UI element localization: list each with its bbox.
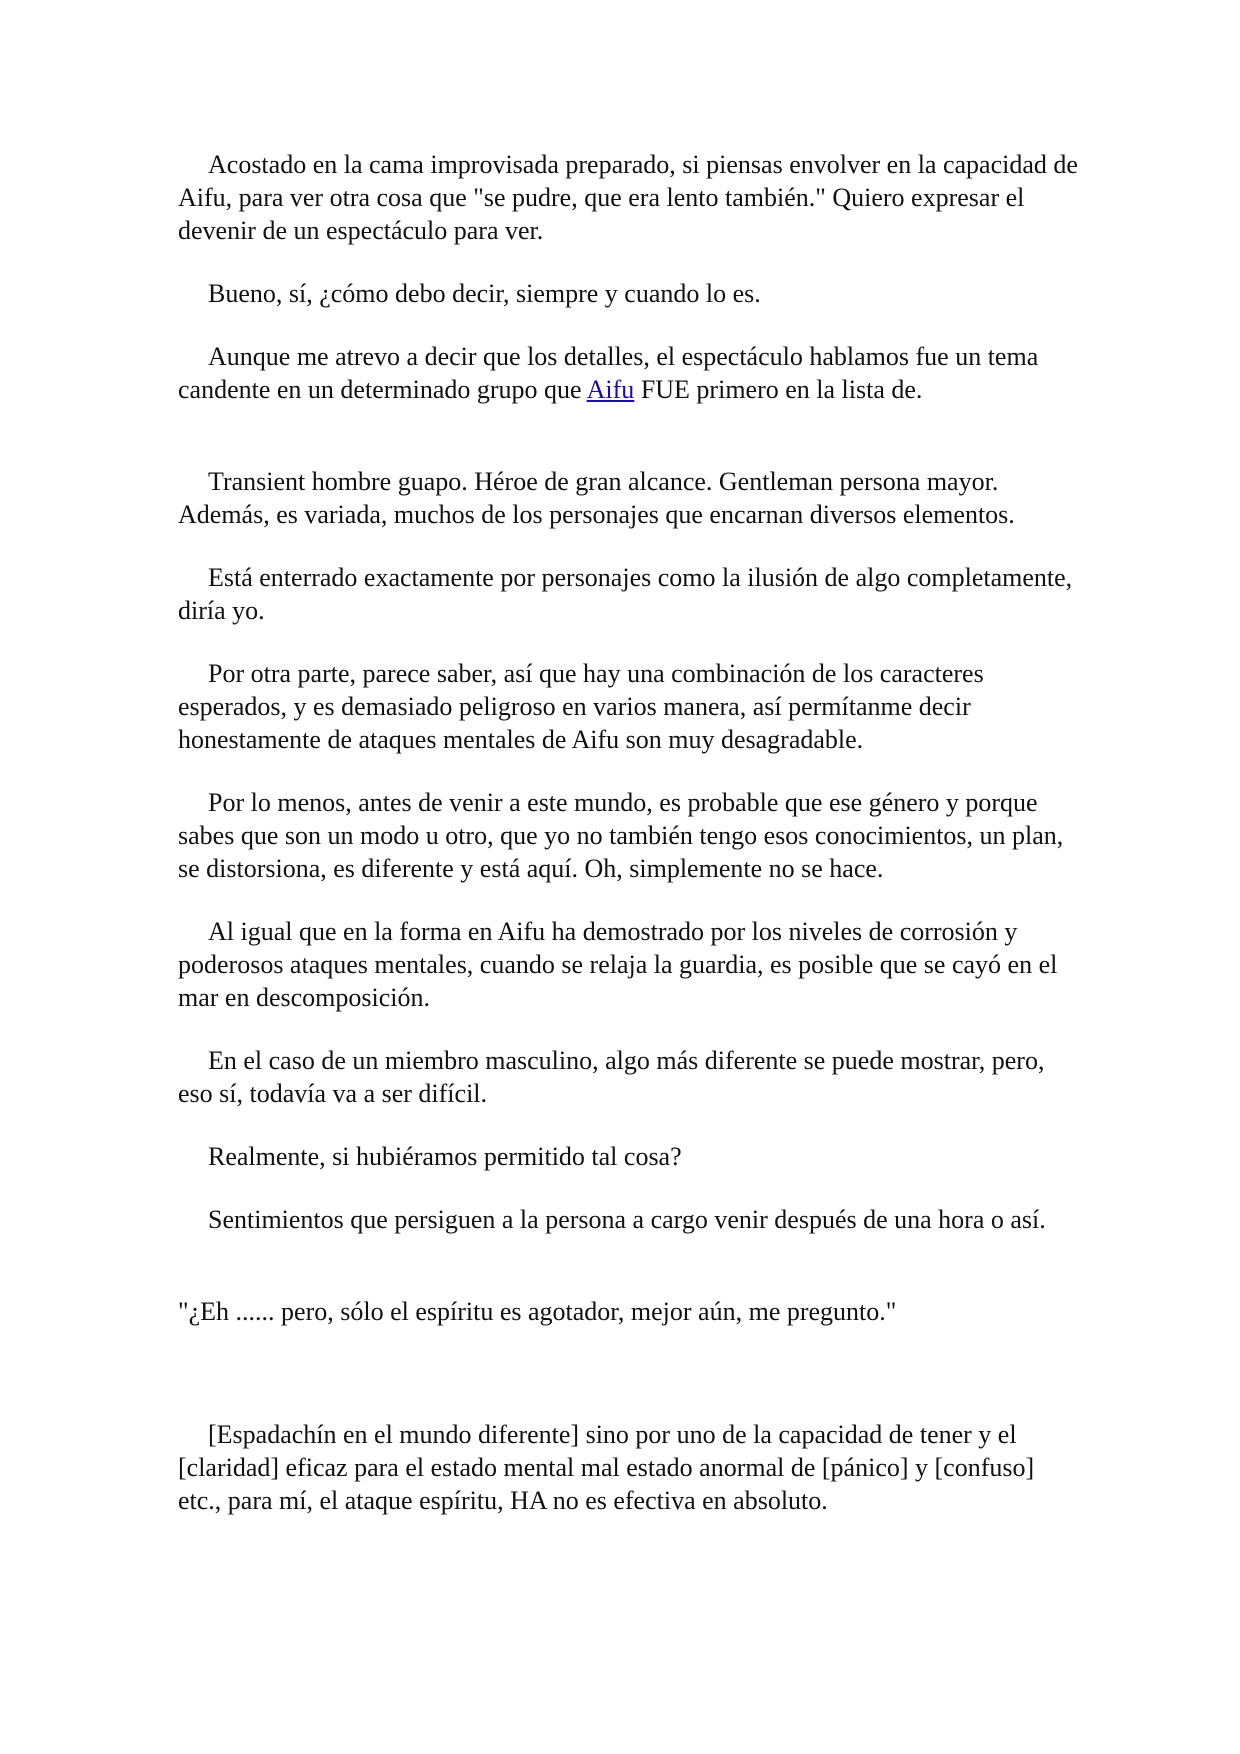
paragraph-5: Está enterrado exactamente por personajes como la ilusión de algo completamente, diría yo. <box>178 563 1073 625</box>
paragraph-2: Bueno, sí, ¿cómo debo decir, siempre y cuando lo es. <box>208 279 761 308</box>
document-body <box>178 148 1078 1547</box>
paragraph-4: Transient hombre guapo. Héroe de gran alcance. Gentleman persona mayor. Además, es variada, muchos de los personajes que encarnan diversos elementos. <box>178 467 1015 529</box>
paragraph-3 <box>178 340 1078 406</box>
paragraph-9: En el caso de un miembro masculino, algo más diferente se puede mostrar, pero, eso sí, todavía va a ser difícil. <box>178 1046 1045 1108</box>
paragraph-7: Por lo menos, antes de venir a este mundo, es probable que ese género y porque sabes que son un modo u otro, que yo no también tengo esos conocimientos, un plan, se distorsiona, es diferente y está aquí. Oh, simplemente no se hace. <box>178 788 1064 883</box>
paragraph-10: Realmente, si hubiéramos permitido tal cosa? <box>208 1142 682 1171</box>
paragraph-13: [Espadachín en el mundo diferente] sino por uno de la capacidad de tener y el [claridad] eficaz para el estado mental mal estado anormal de [pánico] y [confuso] etc., para mí, el ataque espíritu, HA no es efectiva en absoluto. <box>178 1420 1035 1515</box>
paragraph-6: Por otra parte, parece saber, así que hay una combinación de los caracteres esperados, y es demasiado peligroso en varios manera, así permítanme decir honestamente de ataques mentales de Aifu son muy desagradable. <box>178 659 984 754</box>
paragraph-3-text-after: FUE primero en la lista de. <box>634 375 923 404</box>
paragraph-3-text-before: Aunque me atrevo a decir que los detalles, el espectáculo hablamos fue un tema candente en un determinado grupo que <box>178 342 1039 404</box>
paragraph-8: Al igual que en la forma en Aifu ha demostrado por los niveles de corrosión y poderosos ataques mentales, cuando se relaja la guardia, es posible que se cayó en el mar en descomposición. <box>178 917 1058 1012</box>
dialogue-line: "¿Eh ...... pero, sólo el espíritu es agotador, mejor aún, me pregunto." <box>178 1297 897 1326</box>
paragraph-1: Acostado en la cama improvisada preparado, si piensas envolver en la capacidad de Aifu, para ver otra cosa que "se pudre, que era lento también." Quiero expresar el devenir de un espectáculo para ver. <box>178 150 1078 245</box>
aifu-link[interactable]: Aifu <box>586 375 635 404</box>
paragraph-11: Sentimientos que persiguen a la persona a cargo venir después de una hora o así. <box>208 1205 1046 1234</box>
